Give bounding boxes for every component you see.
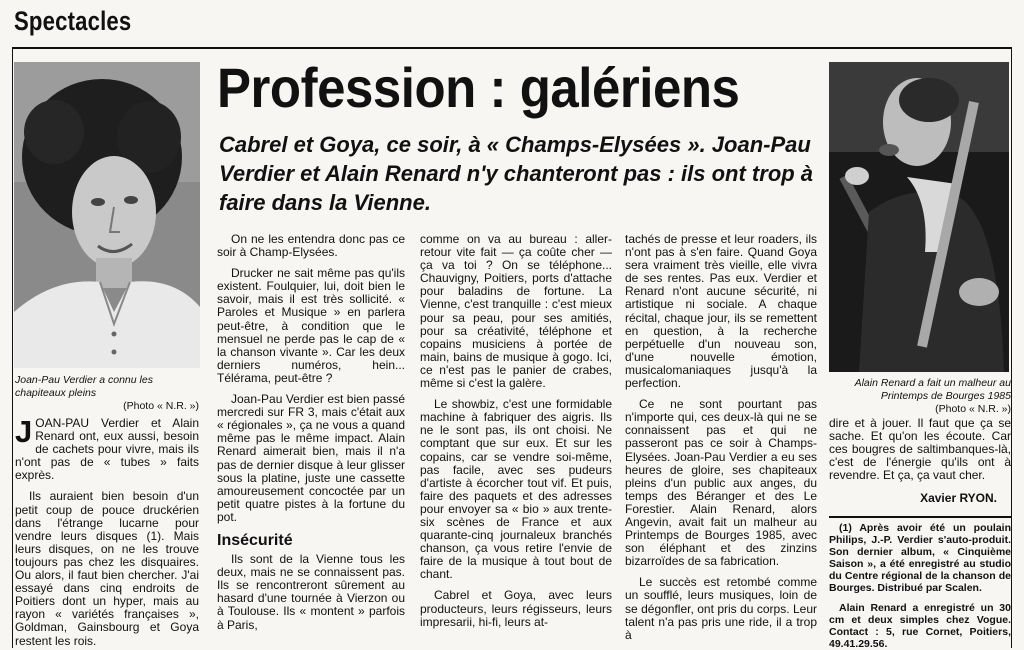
article-paragraph: Ils sont de la Vienne tous les deux, mais ne se connaissent pas. Ils se rencontreront sûrement au hasard d'une tournée à Vierzon ou à Toulouse. Ils « montent » parfois à Paris,	[217, 552, 405, 632]
article-paragraph: Le succès est retombé comme un soufflé, leurs musiques, loin de se dégonfler, ont pris du corps. Leur talent n'a pas pris une ride, il a trop à	[625, 575, 817, 642]
footnote-paragraph: Alain Renard a enregistré un 30 cm et deux simples chez Vogue. Contact : 5, rue Cornet, Poitiers, 49.41.29.56.	[829, 601, 1011, 650]
section-title: Spectacles	[14, 6, 132, 36]
footnote	[829, 522, 1011, 650]
article-column-3	[420, 233, 612, 629]
article-paragraph: comme on va au bureau : aller-retour vite fait — ça coûte cher — ça va toi ? On se téléphone... Chauvigny, Poitiers, ports d'attache pour baladins de fortune. La Vienne, c'est tranquille : c'est mieux pour sa peau, pour ses amitiés, pour sa créativité, téléphone et copains musiciens à portée de main, bains de musique à gogo. Ici, ce n'est pas le panier de crabes, même si c'est la galère.	[420, 232, 612, 391]
article-lead-text: OAN-PAU Verdier et Alain Renard ont, eux aussi, besoin de cachets pour vivre, mais ils n'ont pas de « tubes » faits exprès.	[15, 416, 199, 483]
article-paragraph: Ils auraient bien besoin d'un petit coup de pouce druckérien dans l'étrange lucarne pour vendre leurs disques (1). Mais leurs disques, on ne les trouve toujours pas chez les disquaires. Ou alors, il faut bien chercher. J'ai essayé dans cinq endroits de Poitiers dont un hyper, mais au rayon « variétés françaises », Goldman, Gainsbourg et Goya restent les rois.	[15, 489, 199, 648]
article-paragraph: Le showbiz, c'est une formidable machine à fabriquer des aigris. Ils ne le sont pas, ils ont choisi. Ne comptant que sur eux. Et sur les copains, car se vendre soi-même, pas facile, avec ses pudeurs d'artiste à écorcher tout vif. Et puis, faire des paquets et des adresses pour envoyer sa « bio » aux trente-six scènes de France et aux quarante-cinq journaleux branchés chanson, ça vous retire l'envie de faire de la musique à tout bout de chant.	[420, 397, 612, 582]
article-column-2	[217, 233, 405, 632]
article-lead-paragraph	[15, 414, 199, 483]
headline: Profession : galériens	[217, 56, 740, 119]
article-column-1	[15, 414, 199, 648]
article-paragraph: tachés de presse et leur roaders, ils n'ont pas à s'en faire. Quand Goya sera vraiment très vieille, elle vivra de ses rentes. Pas eux. Verdier et Renard n'ont aucune sécurité, ni artistique ni sociale. A chaque récital, chaque jour, ils se remettent en question, à la recherche perpétuelle d'un nouveau son, d'une nouvelle émotion, musicalomaniaques jusqu'à la perfection.	[625, 232, 817, 391]
caption-left-credit: (Photo « N.R. »)	[123, 400, 199, 412]
frame-left-rule	[12, 49, 13, 648]
article-paragraph: On ne les entendra donc pas ce soir à Champ-Elysées.	[217, 232, 405, 260]
section-rule	[12, 47, 1012, 49]
caption-right-credit: (Photo « N.R. »)	[935, 403, 1011, 415]
author-signature: Xavier RYON.	[920, 491, 997, 506]
footnote-rule	[829, 516, 1011, 518]
article-paragraph: Ce ne sont pourtant pas n'importe qui, ces deux-là qui ne se connaissent pas et qui ne passeront pas ce soir à Champs-Elysées. Joan-Pau Verdier a eu ses heures de gloire, ses chapiteaux pleins d'un public aux anges, du temps des Béranger et des Le Forestier. Alain Renard, alors Angevin, avait fait un malheur au Printemps de Bourges 1985, avec son éléphant et des zinzins bizarroïdes de sa fabrication.	[625, 397, 817, 569]
article-column-5	[829, 417, 1011, 650]
dropcap: J	[15, 414, 33, 449]
caption-left-text: Joan-Pau Verdier a connu les chapiteaux pleins	[15, 374, 153, 399]
article-paragraph: Cabrel et Goya, avec leurs producteurs, leurs régisseurs, leurs impresarii, hi-fi, leurs at-	[420, 588, 612, 629]
subheading: Insécurité	[217, 531, 293, 549]
frame-right-rule	[1011, 49, 1012, 648]
article-paragraph: dire et à jouer. Il faut que ça se sache. Et qu'on les écoute. Car ces bougres de saltimbanques-là, c'est de l'énergie qu'ils ont à revendre. Et ça, ça vaut cher.	[829, 416, 1011, 483]
caption-right	[826, 377, 1011, 416]
article-column-4	[625, 233, 817, 642]
deck: Cabrel et Goya, ce soir, à « Champs-Elysées ». Joan-Pau Verdier et Alain Renard n'y chanteront pas : ils ont trop à faire dans la Vienne.	[219, 132, 814, 215]
article-paragraph: Drucker ne sait même pas qu'ils existent. Foulquier, lui, doit bien le savoir, mais il est très sollicité. « Paroles et Musique » en parlera peut-être, à condition que le mensuel ne perde pas le cap de « la chanson vivante ». Car les deux derniers numéros, hein... Télérama, peut-être ?	[217, 266, 405, 385]
article-paragraph: Joan-Pau Verdier est bien passé mercredi sur FR 3, mais c'était aux « régionales », ça ne vous a quand même pas le même impact. Alain Renard aimerait bien, mais il n'a pas de dernier disque à leur glisser sous la platine, juste une cassette amoureusement concoctée par un petit quatre pistes à la fortune du pot.	[217, 392, 405, 524]
caption-right-text: Alain Renard a fait un malheur au Printemps de Bourges 1985	[854, 377, 1011, 402]
photo-joan-pau-verdier	[14, 62, 200, 368]
photo-alain-renard	[829, 62, 1009, 372]
footnote-paragraph: (1) Après avoir été un poulain Philips, J.-P. Verdier s'auto-produit. Son dernier album, « Cinquième Saison », a été enregistré au studio du Centre régional de la chanson de Bourges. Distribué par Scalen.	[829, 521, 1011, 594]
caption-left	[15, 374, 199, 413]
